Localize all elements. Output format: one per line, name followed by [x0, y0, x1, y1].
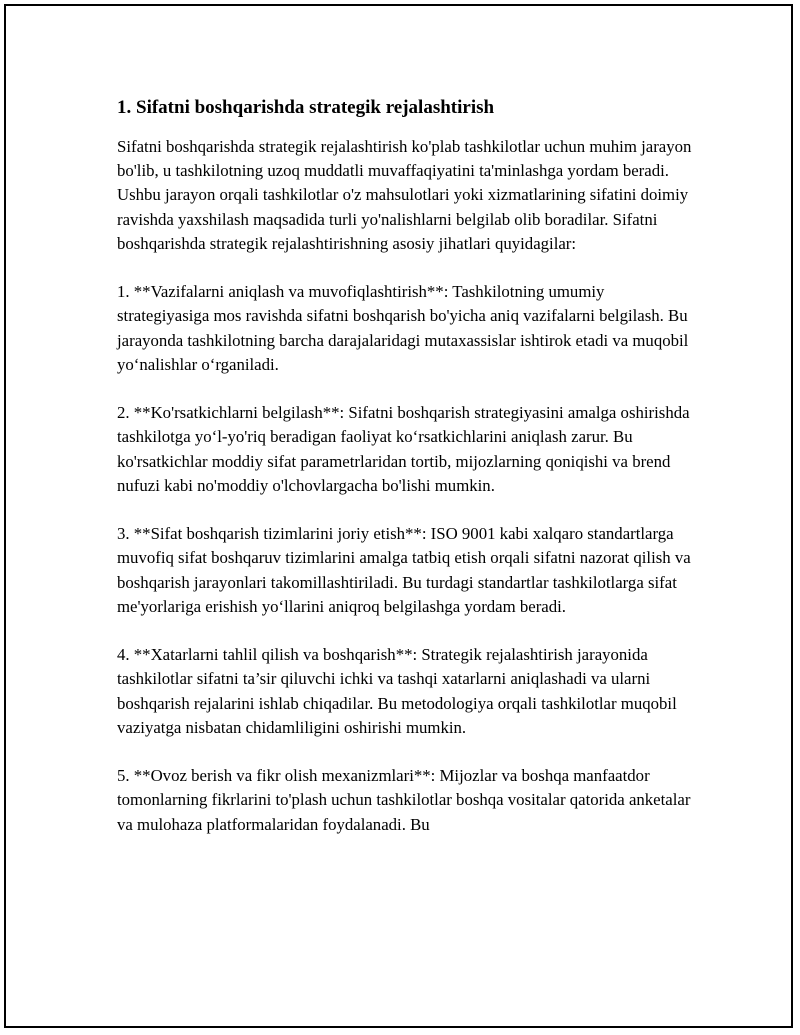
list-item-4: 4. **Xatarlarni tahlil qilish va boshqarish**: Strategik rejalashtirish jarayonida tashkilotlar sifatni ta’sir qiluvchi ichki va tashqi xatarlarni aniqlashadi va ularni boshqarish rejalarini ishlab chiqadilar. Bu metodologiya orqali tashkilotlar muqobil vaziyatga nisbatan chidamliligini oshirishi mumkin.	[117, 645, 677, 737]
list-item-2: 2. **Ko'rsatkichlarni belgilash**: Sifatni boshqarish strategiyasini amalga oshirishda tashkilotga yo‘l-yo'riq beradigan faoliyat ko‘rsatkichlarini aniqlash zarur. Bu ko'rsatkichlar moddiy sifat parametrlaridan tortib, mijozlarning qoniqishi va brend nufuzi kabi no'moddiy o'lchovlargacha bo'lishi mumkin.	[117, 403, 690, 495]
intro-paragraph: Sifatni boshqarishda strategik rejalashtirish ko'plab tashkilotlar uchun muhim jarayon bo'lib, u tashkilotning uzoq muddatli muvaffaqiyatini ta'minlashga yordam beradi. Ushbu jarayon orqali tashkilotlar o'z mahsulotlari yoki xizmatlarining sifatini doimiy ravishda yaxshilash maqsadida turli yo'nalishlarni belgilab olib boradilar. Sifatni boshqarishda strategik rejalashtirishning asosiy jihatlari quyidagilar:	[117, 137, 692, 253]
list-item-5: 5. **Ovoz berish va fikr olish mexanizmlari**: Mijozlar va boshqa manfaatdor tomonlarning fikrlarini to'plash uchun tashkilotlar boshqa vositalar qatorida anketalar va mulohaza platformalaridan foydalanadi. Bu	[117, 766, 691, 834]
document-body	[117, 97, 697, 861]
list-item-3: 3. **Sifat boshqarish tizimlarini joriy etish**: ISO 9001 kabi xalqaro standartlarga muvofiq sifat boshqaruv tizimlarini amalga tatbiq etish orqali sifatni nazorat qilish va boshqarish jarayonlari takomillashtiriladi. Bu turdagi standartlar tashkilotlarga sifat me'yorlariga erishish yo‘llarini aniqroq belgilashga yordam beradi.	[117, 524, 691, 616]
list-item-1: 1. **Vazifalarni aniqlash va muvofiqlashtirish**: Tashkilotning umumiy strategiyasiga mos ravishda sifatni boshqarish bo'yicha aniq vazifalarni belgilash. Bu jarayonda tashkilotning barcha darajalaridagi mutaxassislar ishtirok etadi va muqobil yo‘nalishlar o‘rganiladi.	[117, 282, 689, 374]
section-heading: 1. Sifatni boshqarishda strategik rejalashtirish	[117, 97, 495, 118]
